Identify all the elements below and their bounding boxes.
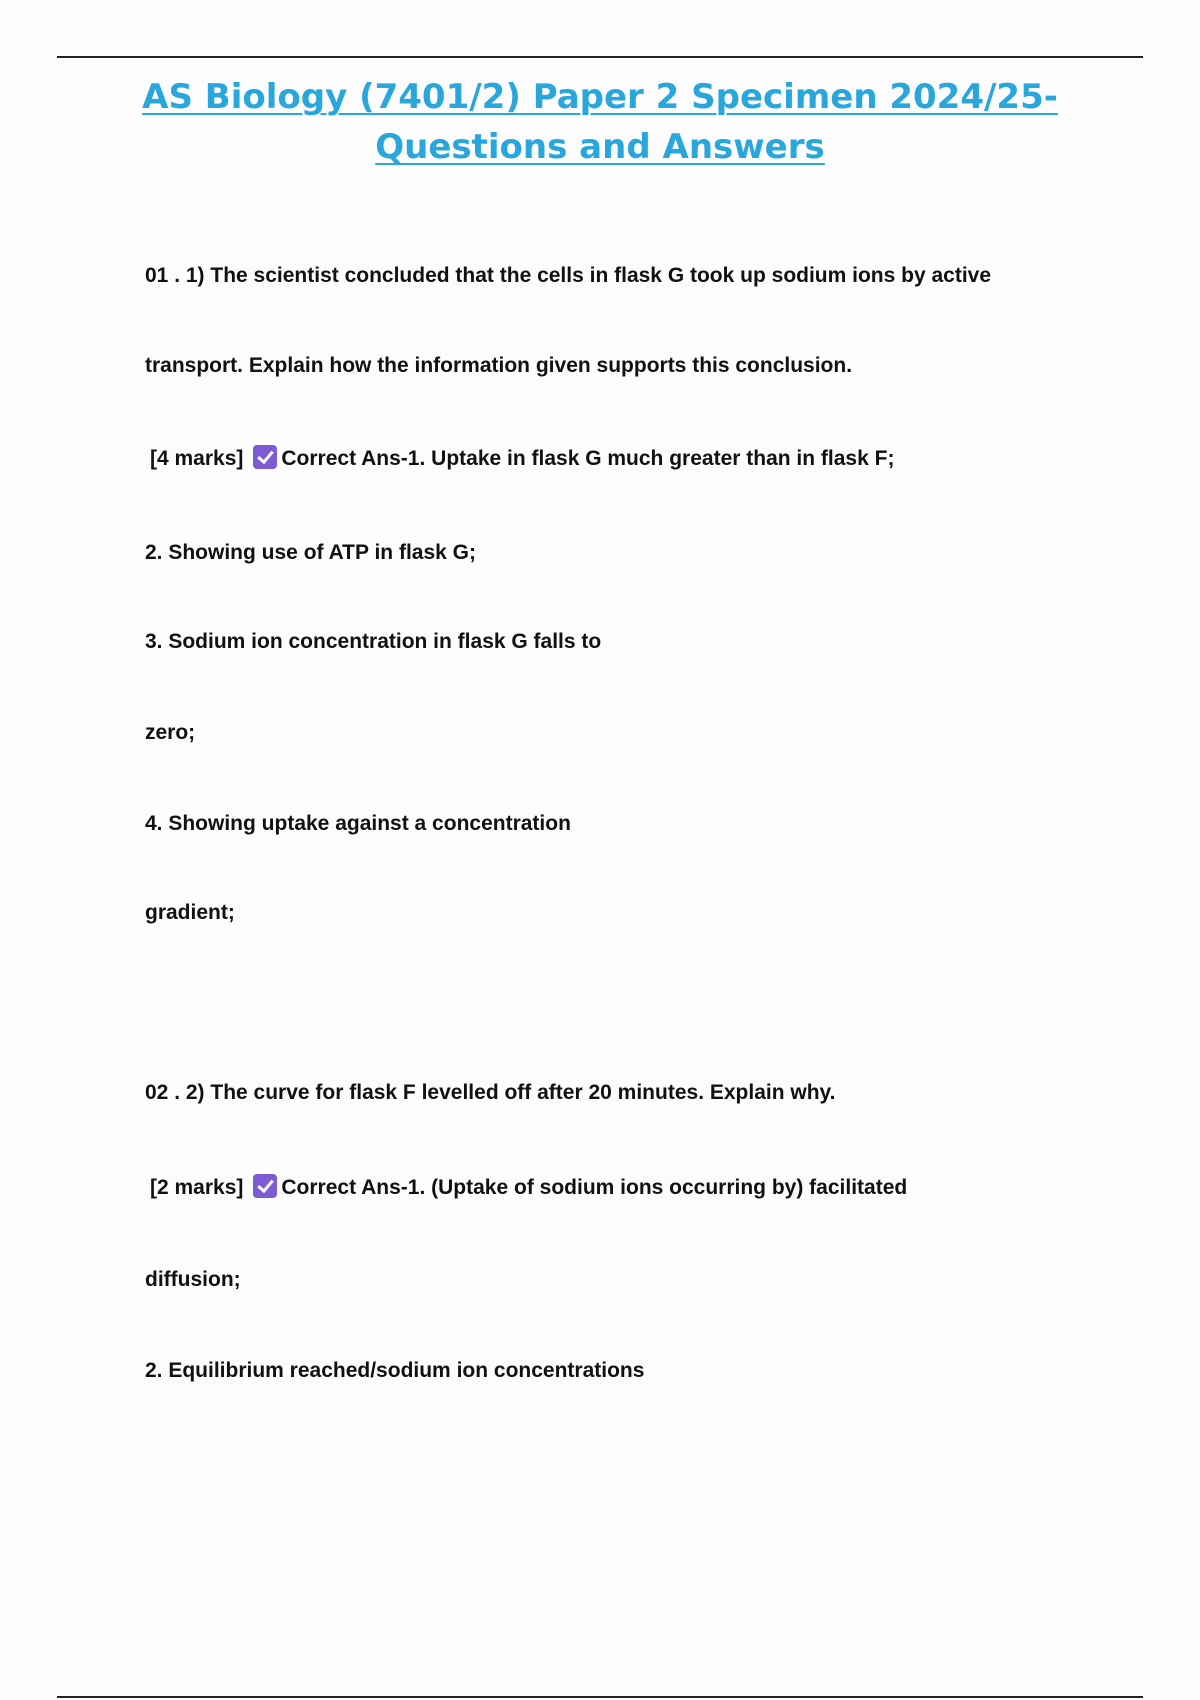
question-1-answer-line-3: 3. Sodium ion concentration in flask G falls to [145,630,602,653]
question-2-answer-first [150,1174,907,1202]
question-2-answer-line-2: diffusion; [145,1268,241,1291]
check-icon [253,1174,277,1198]
bottom-divider [57,1696,1143,1698]
question-1-marks: [4 marks] [150,447,244,470]
question-1-answer-line-6: gradient; [145,901,235,924]
question-1-answer-line-2: 2. Showing use of ATP in flask G; [145,541,476,564]
question-1-line-2: transport. Explain how the information given supports this conclusion. [145,354,853,377]
question-2-answer-text: Correct Ans-1. (Uptake of sodium ions occurring by) facilitated [281,1176,908,1199]
question-2-marks: [2 marks] [150,1176,244,1199]
top-divider [57,56,1143,58]
question-2-answer-line-3: 2. Equilibrium reached/sodium ion concentrations [145,1359,645,1382]
question-1-answer-first [150,445,894,473]
check-icon [253,445,277,469]
question-1-line-1: 01 . 1) The scientist concluded that the cells in flask G took up sodium ions by active [145,264,992,287]
document-title [100,72,1100,172]
question-1-answer-line-4: zero; [145,721,196,744]
title-line-2: Questions and Answers [375,127,825,167]
question-2-line-1: 02 . 2) The curve for flask F levelled off after 20 minutes. Explain why. [145,1081,836,1104]
question-1-answer-text: Correct Ans-1. Uptake in flask G much greater than in flask F; [281,447,895,470]
title-line-1: AS Biology (7401/2) Paper 2 Specimen 2024/25- [142,77,1058,117]
question-1-answer-line-5: 4. Showing uptake against a concentration [145,812,571,835]
